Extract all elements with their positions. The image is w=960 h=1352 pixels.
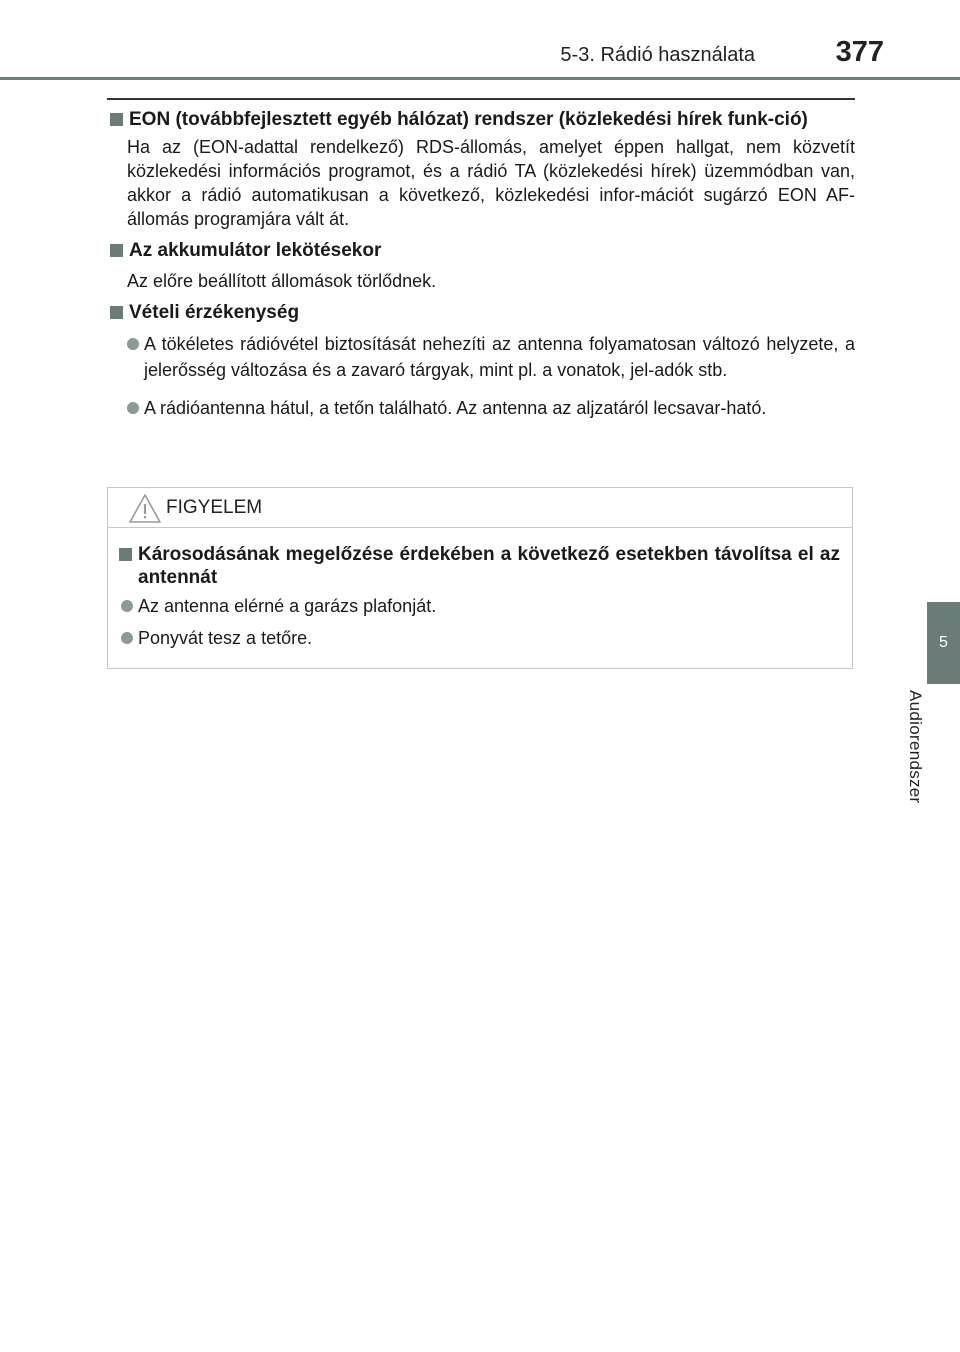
list-item-text: Az antenna elérné a garázs plafonját.	[138, 596, 437, 616]
chapter-number: 5	[939, 634, 948, 651]
circle-bullet-icon	[121, 632, 133, 644]
circle-bullet-icon	[127, 402, 139, 414]
chapter-label	[895, 690, 935, 840]
content-top-rule	[107, 98, 855, 100]
list-item	[107, 331, 855, 383]
section-heading	[107, 239, 855, 262]
square-bullet-icon	[110, 244, 123, 257]
page-content	[107, 108, 855, 421]
warning-heading	[116, 543, 840, 589]
square-bullet-icon	[110, 306, 123, 319]
list-item-text: A rádióantenna hátul, a tetőn található. Az antenna az aljzatáról lecsavar-ható.	[144, 398, 767, 418]
page-header	[0, 0, 960, 80]
square-bullet-icon	[110, 113, 123, 126]
section-reception	[107, 301, 855, 421]
section-paragraph: Ha az (EON-adattal rendelkező) RDS-állomás, amelyet éppen hallgat, nem közvetít közlekedési információs programot, és a rádió TA (közlekedési hírek) üzemmódban van, akkor a rádió automatikusan a következő, közlekedési infor-mációt sugárzó EON AF-állomás programjára vált át.	[127, 137, 855, 229]
chapter-label-text: Audiorendszer	[906, 690, 925, 804]
warning-body	[108, 528, 852, 651]
list-item	[116, 593, 840, 619]
section-heading-text: Vételi érzékenység	[129, 302, 300, 323]
section-heading	[107, 301, 855, 324]
section-paragraph: Az előre beállított állomások törlődnek.	[127, 271, 437, 291]
list-item	[107, 395, 855, 421]
circle-bullet-icon	[121, 600, 133, 612]
header-section-title: 5-3. Rádió használata	[560, 44, 755, 66]
warning-box	[107, 487, 853, 669]
list-item-text: A tökéletes rádióvétel biztosítását nehezíti az antenna folyamatosan változó helyzete, a jelerősség változása és a zavaró tárgyak, mint pl. a vonatok, jel-adók stb.	[144, 334, 855, 380]
section-battery	[107, 239, 855, 293]
section-heading-text: EON (továbbfejlesztett egyéb hálózat) rendszer (közlekedési hírek funk-ció)	[129, 109, 808, 130]
warning-heading-text: Károsodásának megelőzése érdekében a következő esetekben távolítsa el az antennát	[138, 544, 840, 588]
list-item	[116, 625, 840, 651]
circle-bullet-icon	[127, 338, 139, 350]
warning-header	[108, 488, 852, 528]
list-item-text: Ponyvát tesz a tetőre.	[138, 628, 313, 648]
warning-triangle-icon	[128, 493, 162, 524]
square-bullet-icon	[119, 548, 132, 561]
section-eon	[107, 108, 855, 231]
page-number: 377	[835, 36, 884, 68]
section-heading-text: Az akkumulátor lekötésekor	[129, 240, 382, 261]
section-heading	[107, 108, 855, 131]
warning-title: FIGYELEM	[166, 497, 263, 518]
chapter-tab	[927, 602, 960, 684]
header-rule	[0, 77, 960, 80]
